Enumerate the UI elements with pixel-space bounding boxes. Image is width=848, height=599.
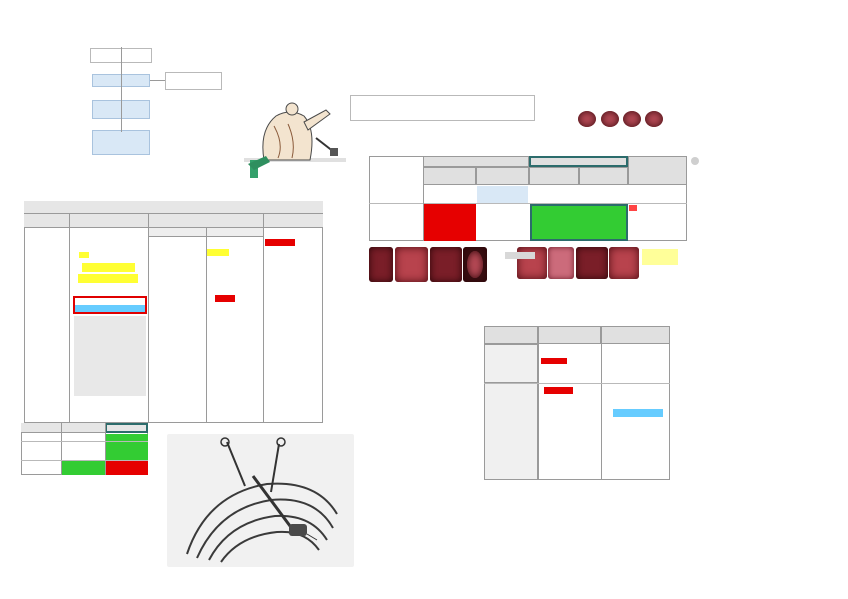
endo-strip-note [642,249,678,265]
hl-no-tiene-dx [265,239,295,246]
hl-derrames-neoplasicos-fill [75,305,145,312]
subheader-extraccion [148,228,206,237]
col-header-tecnica [24,214,69,228]
tipos-cell-tbc [477,186,528,203]
endo-image-3 [430,247,462,282]
neo-col-line-2 [601,344,602,480]
hl-evitar [215,295,235,302]
vats-table-title-bar [24,201,323,214]
tipos-cell-neoplasicos [530,204,628,241]
col-divider-1 [69,214,70,423]
tipos-cell-solo [629,205,637,211]
pleura-photo-3 [623,111,641,127]
flow-side-connector [150,80,165,81]
neo-rowhead-vats [484,383,538,480]
tipos-heading [436,140,570,149]
neoplasicos-heading [487,313,587,321]
col-divider-3 [206,228,207,423]
neo-col-line-1 [538,344,539,480]
hl-multiples-biopsias [82,263,135,272]
tecnica-cell-red [106,461,148,475]
tipos-head-traumaticos [628,156,687,185]
hl-rendimiento [79,252,89,258]
right-notes [691,156,833,188]
thoracoscopy-sketch [167,434,354,567]
endo-image-4 [463,247,487,282]
subheader-pleurodesis [206,228,263,237]
section-heading-vats [88,180,236,194]
neo-hl-hiperdiagnostico [541,358,567,364]
hl-talco [207,249,229,256]
tipos-sub-primario [529,167,579,185]
flow-box-top [101,38,159,47]
tecnica-cell-green-1 [106,434,148,441]
tipos-head-neoplasicos [529,156,628,167]
endo-center-chip [505,252,535,259]
neo-row-line [484,383,670,384]
pleura-photo-1 [578,111,596,127]
patient-illustration [244,100,346,182]
tema-index-box [350,95,535,121]
pleura-photo-4 [645,111,663,127]
col-header-tratamiento [148,214,263,228]
neo-head-limitaciones [538,326,601,344]
flow-box-thoracoscopy [92,130,150,155]
tipos-row-line-1 [369,203,687,204]
tecnica-cell-green-3 [62,461,105,475]
col-divider-2 [148,214,149,423]
illustration-caption [238,185,356,193]
endo-image-2 [395,247,428,282]
endo-image-1 [369,247,393,282]
flow-connector [121,47,122,132]
neo-head-ventajas [601,326,670,344]
tipos-sub-especificos [476,167,529,185]
flow-box-side-note [165,72,222,90]
neo-hl-tratamiento [613,409,663,417]
tipos-cell-sin-interes [424,204,476,241]
col-header-limitaciones [263,214,323,228]
tipos-sub-no-especificos [423,167,476,185]
col-divider-4 [263,214,264,423]
endo-image-7 [576,247,608,279]
neo-rowhead-citologia [484,344,538,383]
tema-title [365,24,545,82]
endo-image-8 [609,247,639,279]
right-note-icon [691,157,699,165]
neo-hl-no-tiene-dx [544,387,573,394]
camera-label [320,529,354,540]
tecnica-dx-header [105,423,148,433]
tipos-head-inflamatorios [423,156,529,167]
tecnica-label [22,406,50,414]
diag-grey-cell [74,316,146,396]
tecnica-cell-green-2 [106,442,148,460]
neo-head-derrames [484,326,538,344]
tipos-sub-metastasis [579,167,628,185]
col-header-diagnostico [69,214,148,228]
pleura-photo-2 [601,111,619,127]
endo-image-6 [548,247,574,279]
hl-biopsias-seleccionadas [78,274,138,283]
